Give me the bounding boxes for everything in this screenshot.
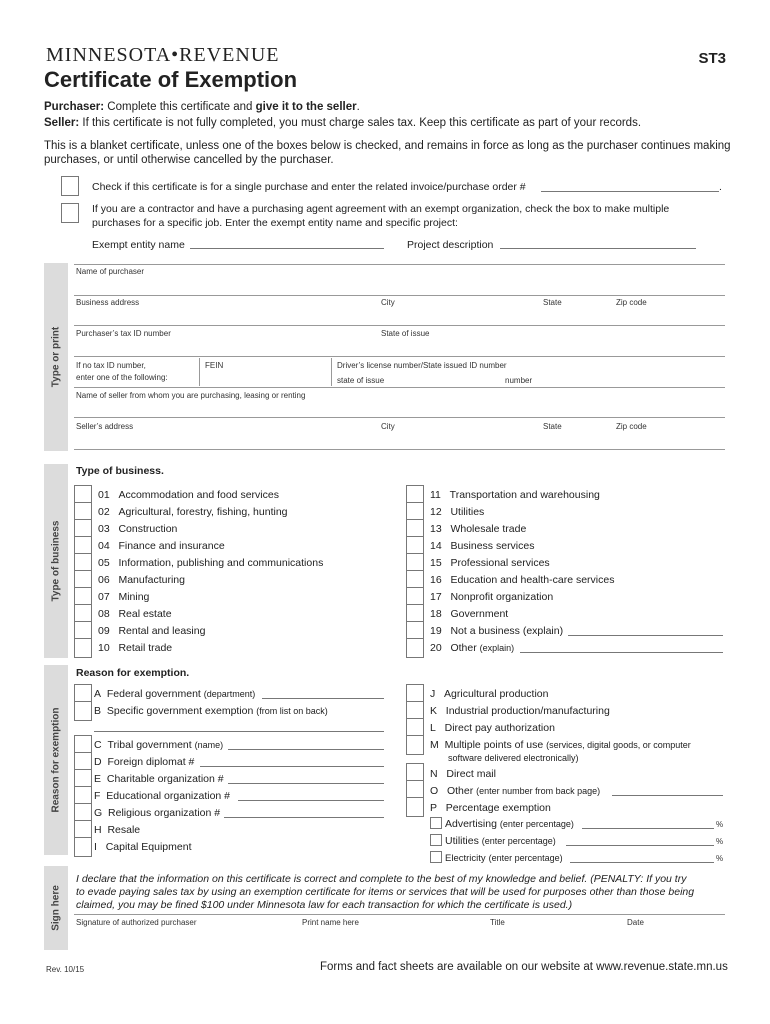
divider [74, 449, 725, 450]
reason-option-m-continued: software delivered electronically) [448, 753, 579, 763]
reason-checkbox-b[interactable] [74, 701, 92, 721]
type-of-business-label: Type of business [50, 520, 62, 602]
no-tax-id-line-1: If no tax ID number, [76, 361, 146, 370]
seller-text: If this certificate is not fully completed, you must charge sales tax. Keep this certificate as part of your records. [82, 117, 642, 129]
business-option-12: 12 Utilities [430, 506, 485, 518]
exempt-entity-field[interactable] [190, 248, 384, 249]
business-option-04: 04 Finance and insurance [98, 540, 225, 552]
sign-here-sidebar [44, 866, 68, 950]
purchaser-bold: give it to the seller [255, 101, 357, 113]
print-name-label: Print name here [302, 918, 359, 927]
purchaser-label: Purchaser: [44, 101, 105, 113]
advertising-percent-sign: % [716, 820, 724, 829]
divider [74, 295, 725, 296]
type-of-business-heading: Type of business. [76, 465, 164, 477]
reason-option-b: B Specific government exemption (from list on back) [94, 705, 328, 717]
business-option-16: 16 Education and health-care services [430, 574, 615, 586]
form-number: ST3 [698, 50, 726, 67]
business-option-18: 18 Government [430, 608, 509, 620]
reason-option-j: J Agricultural production [430, 688, 549, 700]
business-option-01: 01 Accommodation and food services [98, 489, 279, 501]
electricity-label: Electricity (enter percentage) [445, 853, 563, 864]
religious-org-field[interactable] [224, 817, 384, 818]
reason-checkbox-i[interactable] [74, 837, 92, 857]
purchaser-instruction [44, 101, 360, 113]
project-description-label: Project description [407, 239, 494, 251]
city-label: City [381, 298, 395, 307]
tax-id-label: Purchaser’s tax ID number [76, 329, 171, 338]
no-tax-id-line-2: enter one of the following: [76, 373, 168, 382]
advertising-label: Advertising (enter percentage) [445, 818, 574, 830]
business-checkbox-10[interactable] [74, 638, 92, 658]
reason-option-c: C Tribal government (name) [94, 739, 224, 751]
charitable-org-field[interactable] [228, 783, 384, 784]
revision-label: Rev. 10/15 [46, 965, 85, 974]
reason-option-g: G Religious organization # [94, 807, 221, 819]
reason-option-a: A Federal government (department) [94, 688, 256, 700]
utilities-percent-sign: % [716, 837, 724, 846]
business-option-08: 08 Real estate [98, 608, 172, 620]
business-option-11: 11 Transportation and warehousing [430, 489, 600, 501]
exempt-entity-label: Exempt entity name [92, 239, 185, 251]
utilities-label: Utilities (enter percentage) [445, 835, 556, 847]
divider [74, 325, 725, 326]
tribal-government-field[interactable] [228, 749, 384, 750]
state-label: State [543, 298, 562, 307]
type-or-print-label: Type or print [50, 326, 62, 388]
federal-department-field[interactable] [262, 698, 384, 699]
divider [74, 264, 725, 265]
single-purchase-checkbox[interactable] [61, 176, 79, 196]
minnesota-revenue-logo: MINNESOTA•REVENUE [46, 44, 280, 66]
declaration-line-3: claimed, you may be fined $100 under Minnesota law for each transaction for which the certificate is used.) [76, 899, 573, 911]
seller-zip-label: Zip code [616, 422, 647, 431]
electricity-checkbox[interactable] [430, 851, 442, 863]
business-checkbox-20[interactable] [406, 638, 424, 658]
purchaser-end: . [356, 101, 360, 113]
blanket-line-1: This is a blanket certificate, unless one of the boxes below is checked, and remains in force as long as the purchaser continues making [44, 140, 731, 152]
reason-option-d: D Foreign diplomat # [94, 756, 195, 768]
seller-state-label: State [543, 422, 562, 431]
contractor-line-2: purchases for a specific job. Enter the exempt entity name and specific project: [92, 217, 458, 229]
advertising-percentage-field[interactable] [582, 828, 714, 829]
business-option-09: 09 Rental and leasing [98, 625, 206, 637]
reason-option-o: O Other (enter number from back page) [430, 785, 601, 797]
seller-address-label: Seller’s address [76, 422, 134, 431]
project-description-field[interactable] [500, 248, 696, 249]
business-option-19: 19 Not a business (explain) [430, 625, 564, 637]
purchaser-text: Complete this certificate and [107, 101, 253, 113]
sign-here-label: Sign here [50, 885, 62, 931]
reason-option-p: P Percentage exemption [430, 802, 551, 814]
reason-option-n: N Direct mail [430, 768, 496, 780]
divider [74, 356, 725, 357]
business-option-03: 03 Construction [98, 523, 178, 535]
divider [74, 417, 725, 418]
reason-option-e: E Charitable organization # [94, 773, 224, 785]
seller-label: Seller: [44, 117, 80, 129]
title-label: Title [490, 918, 505, 927]
drivers-license-label: Driver’s license number/State issued ID number [337, 361, 507, 370]
reason-checkbox-m[interactable] [406, 735, 424, 755]
business-option-06: 06 Manufacturing [98, 574, 185, 586]
name-of-purchaser-label: Name of purchaser [76, 267, 145, 276]
foreign-diplomat-field[interactable] [200, 766, 384, 767]
state-of-issue-label: State of issue [381, 329, 430, 338]
single-purchase-period: . [719, 181, 722, 193]
business-option-15: 15 Professional services [430, 557, 550, 569]
business-address-label: Business address [76, 298, 140, 307]
reason-checkbox-p[interactable] [406, 797, 424, 817]
seller-name-label: Name of seller from whom you are purchasing, leasing or renting [76, 391, 306, 400]
type-of-business-sidebar [44, 464, 68, 658]
divider [199, 358, 200, 386]
reason-for-exemption-label: Reason for exemption [50, 707, 62, 813]
specific-exemption-field[interactable] [94, 731, 384, 732]
dl-state-of-issue-label: state of issue [337, 376, 385, 385]
reason-option-l: L Direct pay authorization [430, 722, 555, 734]
declaration-line-1: I declare that the information on this certificate is correct and complete to the best of my knowledge and belief. (PENALTY: If you try [76, 873, 687, 885]
divider [74, 387, 725, 388]
reason-option-h: H Resale [94, 824, 141, 836]
page-title: Certificate of Exemption [44, 67, 298, 92]
reason-for-exemption-sidebar [44, 665, 68, 855]
date-label: Date [627, 918, 644, 927]
reason-option-k: K Industrial production/manufacturing [430, 705, 610, 717]
divider [331, 358, 332, 386]
reason-option-i: I Capital Equipment [94, 841, 192, 853]
blanket-line-2: purchases, or until otherwise cancelled by the purchaser. [44, 154, 334, 166]
business-option-13: 13 Wholesale trade [430, 523, 527, 535]
business-option-07: 07 Mining [98, 591, 150, 603]
signature-line[interactable] [74, 914, 725, 915]
invoice-number-field[interactable] [541, 191, 719, 192]
other-number-field[interactable] [612, 795, 723, 796]
zip-code-label: Zip code [616, 298, 647, 307]
business-option-05: 05 Information, publishing and communications [98, 557, 324, 569]
business-option-14: 14 Business services [430, 540, 535, 552]
business-option-20: 20 Other (explain) [430, 642, 515, 654]
electricity-percentage-field[interactable] [570, 862, 714, 863]
reason-for-exemption-heading: Reason for exemption. [76, 667, 190, 679]
educational-org-field[interactable] [238, 800, 384, 801]
signature-label: Signature of authorized purchaser [76, 918, 197, 927]
website-notice: Forms and fact sheets are available on our website at www.revenue.state.mn.us [320, 961, 728, 973]
seller-city-label: City [381, 422, 395, 431]
business-option-02: 02 Agricultural, forestry, fishing, hunting [98, 506, 288, 518]
business-option-17: 17 Nonprofit organization [430, 591, 554, 603]
other-explain-field[interactable] [520, 652, 723, 653]
contractor-checkbox[interactable] [61, 203, 79, 223]
fein-label: FEIN [205, 361, 224, 370]
not-a-business-explain-field[interactable] [568, 635, 723, 636]
type-or-print-sidebar [44, 263, 68, 451]
seller-instruction [44, 117, 641, 129]
reason-option-m: M Multiple points of use (services, digital goods, or computer [430, 739, 691, 751]
declaration-line-2: to evade paying sales tax by using an exemption certificate for items or services that will be used for purposes other than those being [76, 886, 695, 898]
dl-number-label: number [505, 376, 533, 385]
contractor-line-1: If you are a contractor and have a purchasing agent agreement with an exempt organization, check the box to make multiple [92, 203, 670, 215]
business-option-10: 10 Retail trade [98, 642, 173, 654]
utilities-percentage-field[interactable] [566, 845, 714, 846]
electricity-percent-sign: % [716, 854, 724, 863]
single-purchase-label: Check if this certificate is for a single purchase and enter the related invoice/purchase order # [92, 181, 526, 193]
utilities-checkbox[interactable] [430, 834, 442, 846]
reason-option-f: F Educational organization # [94, 790, 231, 802]
advertising-checkbox[interactable] [430, 817, 442, 829]
